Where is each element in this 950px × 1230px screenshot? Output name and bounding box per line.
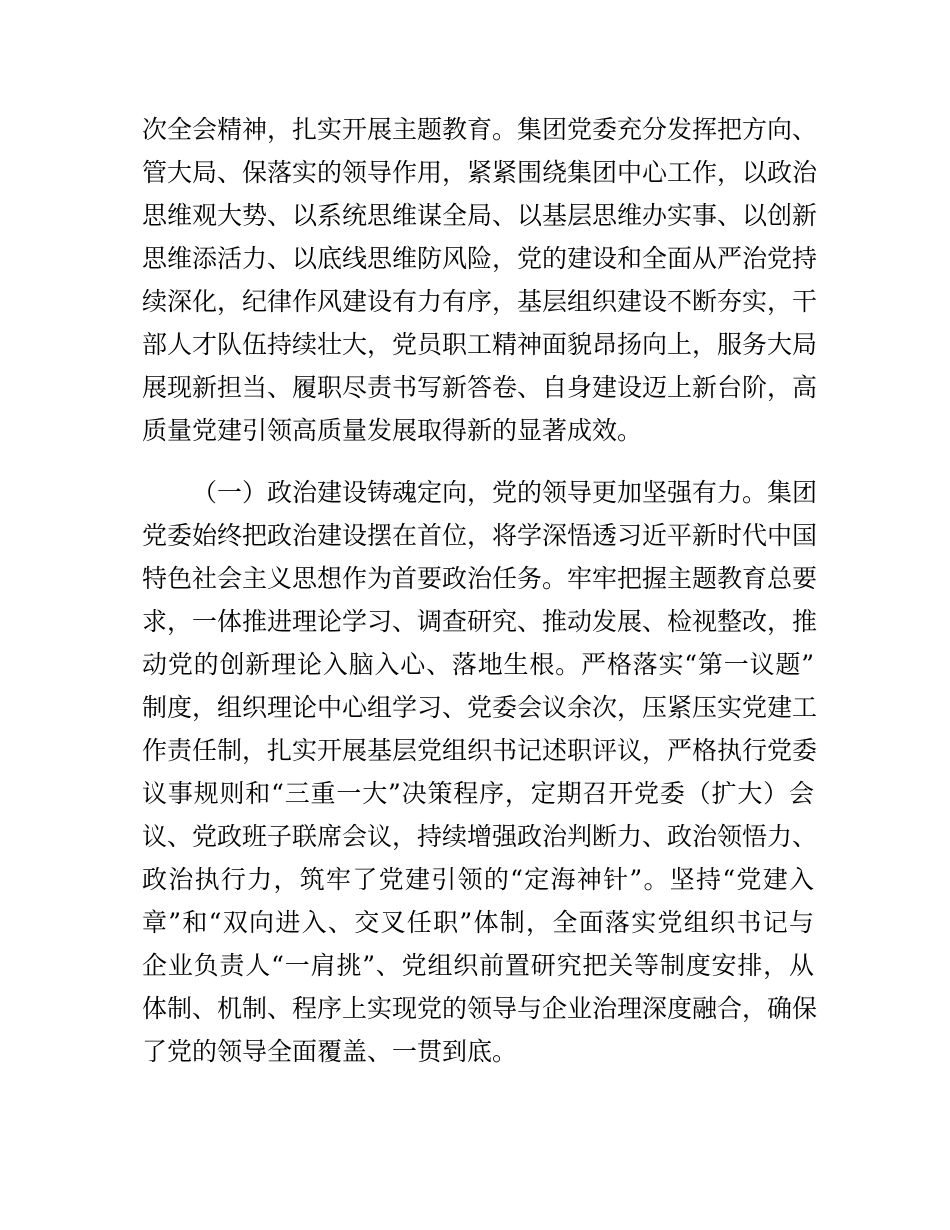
text-line: 展现新担当、履职尽责书写新答卷、自身建设迈上新台阶，高: [142, 373, 818, 402]
text-line-indented: （一）政治建设铸魂定向，党的领导更加坚强有力。集团: [192, 478, 818, 507]
text-line: 体制、机制、程序上实现党的领导与企业治理深度融合，确保: [142, 994, 818, 1023]
text-line: 思维添活力、以底线思维防风险，党的建设和全面从严治党持: [142, 244, 818, 273]
text-line: 质量党建引领高质量发展取得新的显著成效。: [142, 416, 643, 445]
text-line: 政治执行力，筑牢了党建引领的“定海神针”。坚持“党建入: [142, 865, 814, 894]
text-line: 次全会精神，扎实开展主题教育。集团党委充分发挥把方向、: [142, 115, 818, 144]
text-line: 管大局、保落实的领导作用，紧紧围绕集团中心工作，以政治: [142, 158, 818, 187]
text-line: 续深化，纪律作风建设有力有序，基层组织建设不断夯实，干: [142, 287, 818, 316]
paragraph-political-construction: [142, 471, 818, 1073]
text-line: 部人才队伍持续壮大，党员职工精神面貌昂扬向上，服务大局: [142, 330, 818, 359]
text-line: 动党的创新理论入脑入心、落地生根。严格落实“第一议题”: [142, 650, 814, 679]
paragraph-continued: [142, 108, 818, 452]
text-line: 特色社会主义思想作为首要政治任务。牢牢把握主题教育总要: [142, 564, 818, 593]
text-line: 求，一体推进理论学习、调查研究、推动发展、检视整改，推: [142, 607, 818, 636]
text-line: 党委始终把政治建设摆在首位，将学深悟透习近平新时代中国: [142, 521, 818, 550]
text-line: 作责任制，扎实开展基层党组织书记述职评议，严格执行党委: [142, 736, 818, 765]
text-line: 章”和“双向进入、交叉任职”体制，全面落实党组织书记与: [142, 908, 814, 937]
text-line: 议事规则和“三重一大”决策程序，定期召开党委（扩大）会: [142, 779, 814, 808]
text-line: 企业负责人“一肩挑”、党组织前置研究把关等制度安排，从: [142, 951, 814, 980]
text-line: 制度，组织理论中心组学习、党委会议余次，压紧压实党建工: [142, 693, 818, 722]
text-line: 议、党政班子联席会议，持续增强政治判断力、政治领悟力、: [142, 822, 818, 851]
text-line: 了党的领导全面覆盖、一贯到底。: [142, 1037, 518, 1066]
text-line: 思维观大势、以系统思维谋全局、以基层思维办实事、以创新: [142, 201, 818, 230]
